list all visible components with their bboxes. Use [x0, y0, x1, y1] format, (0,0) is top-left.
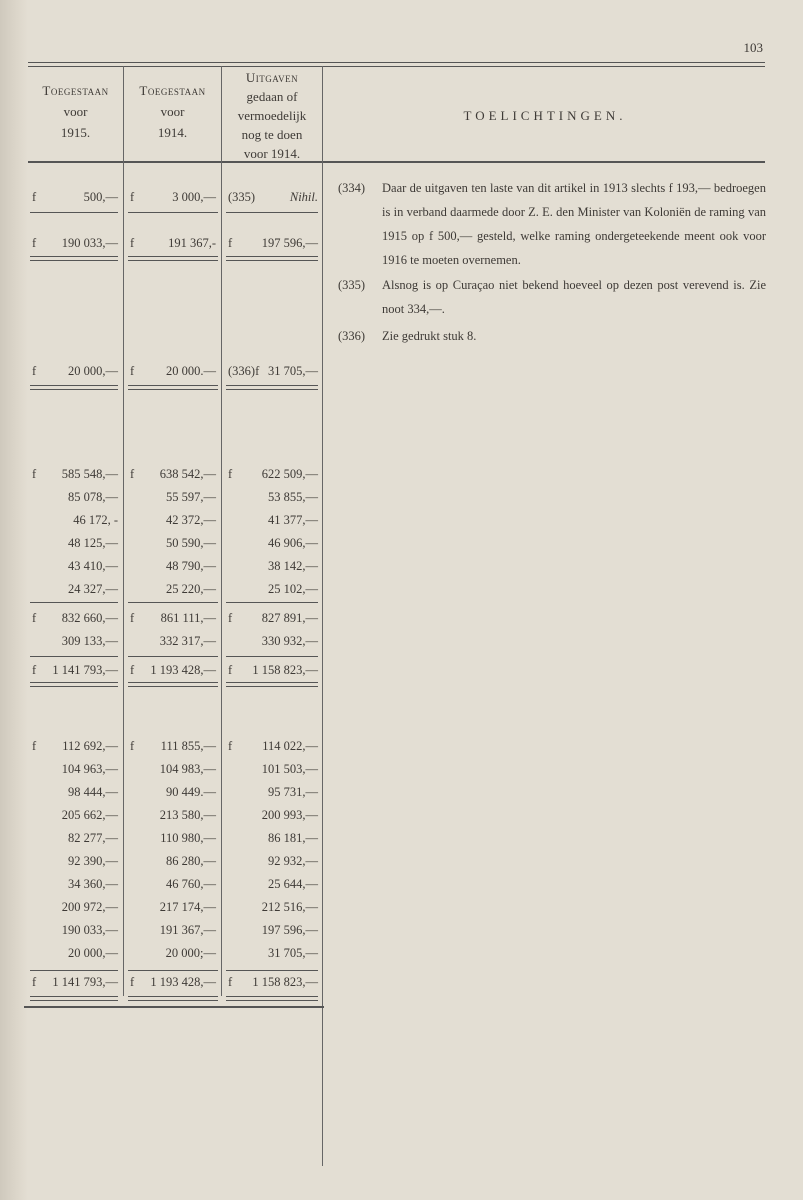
table-cell-col1 [32, 609, 118, 627]
amount-value: 1 193 428,— [150, 663, 216, 677]
amount-value: 827 891,— [261, 611, 318, 625]
header-col-3-line3: vermoedelijk [237, 108, 307, 123]
amount-value: 111 855,— [160, 739, 216, 753]
header-col-2-title: Toegestaan [139, 83, 206, 98]
currency-prefix: (336)f [228, 364, 260, 378]
amount-value: 98 444,— [68, 785, 118, 799]
table-cell-col1 [32, 362, 118, 380]
currency-prefix: f [228, 663, 233, 677]
table-cell-col3 [228, 875, 318, 893]
table-cell-col3 [228, 534, 318, 552]
amount-value: 85 078,— [68, 490, 118, 504]
table-cell-col3 [228, 898, 318, 916]
amount-value: 46 760,— [166, 877, 216, 891]
table-cell-col1 [32, 806, 118, 824]
currency-prefix: f [32, 739, 37, 753]
amount-value: 200 993,— [261, 808, 318, 822]
amount-value: 190 033,— [61, 236, 118, 250]
header-col-3-line4: nog te doen [241, 127, 303, 142]
header-col-2-voor: voor [160, 104, 185, 119]
table-cell-col1 [32, 661, 118, 679]
amount-value: 92 932,— [268, 854, 318, 868]
amount-value: 46 172, - [73, 513, 118, 527]
table-cell-col2 [130, 234, 216, 252]
row-rule [128, 602, 218, 603]
amount-value: 1 141 793,— [52, 975, 118, 989]
table-cell-col1 [32, 898, 118, 916]
currency-prefix: f [32, 364, 37, 378]
amount-value: 20 000;— [165, 946, 216, 960]
double-rule [30, 996, 118, 1001]
table-cell-col3 [228, 234, 318, 252]
row-rule [226, 212, 318, 213]
table-cell-col3 [228, 362, 318, 380]
table-cell-col2 [130, 488, 216, 506]
amount-value: 1 158 823,— [252, 975, 318, 989]
currency-prefix: f [130, 975, 135, 989]
table-cell-col1 [32, 534, 118, 552]
amount-value: 86 280,— [166, 854, 216, 868]
amount-value: 213 580,— [159, 808, 216, 822]
table-cell-col3 [228, 852, 318, 870]
table-cell-col3 [228, 806, 318, 824]
header-rule [28, 161, 765, 163]
table-cell-col2 [130, 875, 216, 893]
row-rule [226, 970, 318, 971]
amount-value: 95 731,— [268, 785, 318, 799]
currency-prefix: f [228, 975, 233, 989]
amount-value: 55 597,— [166, 490, 216, 504]
amount-value: 309 133,— [61, 634, 118, 648]
table-cell-col2 [130, 362, 216, 380]
amount-value: 114 022,— [262, 739, 318, 753]
table-cell-col2 [130, 921, 216, 939]
table-cell-col1 [32, 737, 118, 755]
amount-value: 197 596,— [261, 236, 318, 250]
amount-value: 101 503,— [261, 762, 318, 776]
amount-value: 92 390,— [68, 854, 118, 868]
currency-prefix: f [32, 663, 37, 677]
amount-value: 200 972,— [61, 900, 118, 914]
note-number: (334) [338, 181, 366, 195]
note-text: Alsnog is op Curaçao niet bekend hoeveel op dezen post verevend is. Zie noot 334,—. [382, 278, 766, 316]
row-rule [30, 602, 118, 603]
currency-prefix: f [130, 364, 135, 378]
amount-value: 1 158 823,— [252, 663, 318, 677]
double-rule [30, 682, 118, 687]
table-cell-col1 [32, 580, 118, 598]
currency-prefix: f [130, 663, 135, 677]
table-cell-col2 [130, 534, 216, 552]
amount-value: 1 141 793,— [52, 663, 118, 677]
table-cell-col2 [130, 465, 216, 483]
table-cell-col2 [130, 557, 216, 575]
header-col-2 [124, 80, 221, 143]
table-cell-col3 [228, 465, 318, 483]
page-number: 103 [743, 40, 763, 55]
amount-value: 41 377,— [268, 513, 318, 527]
table-cell-col1 [32, 852, 118, 870]
note-text: Zie gedrukt stuk 8. [382, 329, 477, 343]
table-cell-col2 [130, 852, 216, 870]
row-rule [226, 656, 318, 657]
table-cell-col1 [32, 511, 118, 529]
header-col-3-title: Uitgaven [245, 70, 299, 85]
table-cell-col2 [130, 973, 216, 991]
amount-value: 20 000.— [166, 364, 216, 378]
amount-value: 46 906,— [268, 536, 318, 550]
header-toelichtingen: TOELICHTINGEN. [463, 108, 627, 123]
table-cell-col2 [130, 580, 216, 598]
row-rule [226, 602, 318, 603]
table-cell-col1 [32, 783, 118, 801]
table-cell-col1 [32, 465, 118, 483]
amount-value: 90 449.— [166, 785, 216, 799]
amount-value: 217 174,— [159, 900, 216, 914]
header-col-1-title: Toegestaan [42, 83, 109, 98]
currency-prefix: f [228, 467, 233, 481]
double-rule [128, 682, 218, 687]
top-rule-inner [28, 66, 765, 67]
table-cell-col3 [228, 921, 318, 939]
binding-edge [0, 0, 28, 1200]
table-cell-col2 [130, 511, 216, 529]
currency-prefix: f [228, 739, 233, 753]
table-cell-col2 [130, 632, 216, 650]
row-rule [30, 656, 118, 657]
table-cell-col1 [32, 488, 118, 506]
double-rule [128, 256, 218, 261]
note-336 [338, 324, 766, 348]
table-cell-col1 [32, 921, 118, 939]
table-cell-col3 [228, 829, 318, 847]
amount-value: 38 142,— [268, 559, 318, 573]
amount-value: 20 000,— [68, 946, 118, 960]
currency-prefix: f [32, 236, 37, 250]
currency-prefix: f [130, 611, 135, 625]
currency-prefix: f [32, 975, 37, 989]
column-divider-3 [322, 66, 323, 1166]
header-col-3-line2: gedaan of [246, 89, 298, 104]
table-cell-col3 [228, 488, 318, 506]
table-cell-col1 [32, 632, 118, 650]
table-cell-col2 [130, 760, 216, 778]
amount-value: 31 705,— [268, 946, 318, 960]
amount-value: 1 193 428,— [150, 975, 216, 989]
table-cell-col2 [130, 661, 216, 679]
header-col-1-voor: voor [63, 104, 88, 119]
amount-value: 585 548,— [61, 467, 118, 481]
amount-value: 48 790,— [166, 559, 216, 573]
column-divider-1 [123, 66, 124, 996]
double-rule [128, 385, 218, 390]
amount-value: 110 980,— [160, 831, 216, 845]
amount-value: 861 111,— [160, 611, 216, 625]
double-rule [30, 256, 118, 261]
table-cell-col3 [228, 580, 318, 598]
bottom-rule [24, 1006, 324, 1008]
note-334 [338, 176, 766, 272]
amount-value: 191 367,- [168, 236, 216, 250]
amount-value: 330 932,— [261, 634, 318, 648]
table-cell-col2 [130, 898, 216, 916]
table-cell-col1 [32, 829, 118, 847]
table-cell-col2 [130, 609, 216, 627]
table-cell-col1 [32, 944, 118, 962]
currency-prefix: f [32, 611, 37, 625]
amount-value: 104 963,— [61, 762, 118, 776]
currency-prefix: (335) [228, 190, 256, 204]
amount-value: 82 277,— [68, 831, 118, 845]
table-cell-col3 [228, 609, 318, 627]
currency-prefix: f [130, 236, 135, 250]
table-cell-col1 [32, 875, 118, 893]
table-cell-col2 [130, 737, 216, 755]
amount-value: 104 983,— [159, 762, 216, 776]
double-rule [226, 996, 318, 1001]
row-rule [30, 212, 118, 213]
amount-value: 500,— [83, 190, 118, 204]
amount-value: 25 644,— [268, 877, 318, 891]
double-rule [226, 682, 318, 687]
currency-prefix: f [130, 190, 135, 204]
table-cell-col3 [228, 557, 318, 575]
table-cell-col3 [228, 944, 318, 962]
amount-value: Nihil. [289, 190, 318, 204]
top-rule [28, 62, 765, 63]
amount-value: 191 367,— [159, 923, 216, 937]
amount-value: 31 705,— [268, 364, 318, 378]
amount-value: 34 360,— [68, 877, 118, 891]
double-rule [30, 385, 118, 390]
table-cell-col3 [228, 511, 318, 529]
header-col-2-year: 1914. [157, 125, 188, 140]
currency-prefix: f [228, 611, 233, 625]
table-cell-col3 [228, 760, 318, 778]
amount-value: 332 317,— [159, 634, 216, 648]
amount-value: 53 855,— [268, 490, 318, 504]
amount-value: 212 516,— [261, 900, 318, 914]
row-rule [128, 212, 218, 213]
note-number: (336) [338, 329, 366, 343]
table-cell-col2 [130, 188, 216, 206]
amount-value: 197 596,— [261, 923, 318, 937]
header-col-1 [28, 80, 123, 143]
amount-value: 190 033,— [61, 923, 118, 937]
table-cell-col1 [32, 234, 118, 252]
note-number: (335) [338, 278, 366, 292]
amount-value: 638 542,— [159, 467, 216, 481]
amount-value: 86 181,— [268, 831, 318, 845]
table-cell-col1 [32, 188, 118, 206]
table-cell-col2 [130, 829, 216, 847]
header-col-3-line5: voor 1914. [243, 146, 301, 161]
note-335 [338, 273, 766, 321]
amount-value: 205 662,— [61, 808, 118, 822]
table-cell-col3 [228, 661, 318, 679]
amount-value: 112 692,— [62, 739, 118, 753]
amount-value: 43 410,— [68, 559, 118, 573]
table-cell-col3 [228, 783, 318, 801]
row-rule [128, 970, 218, 971]
table-cell-col3 [228, 632, 318, 650]
amount-value: 24 327,— [68, 582, 118, 596]
table-cell-col2 [130, 806, 216, 824]
note-text: Daar de uitgaven ten laste van dit artikel in 1913 slechts f 193,— bedroegen is in verband daarmede door Z. E. den Minister van Koloniën de raming van 1915 op f 500,— gesteld, welke raming ondergeteekende meent ook voor 1916 te moeten overnemen. [382, 181, 766, 267]
double-rule [226, 256, 318, 261]
double-rule [226, 385, 318, 390]
amount-value: 25 102,— [268, 582, 318, 596]
table-cell-col3 [228, 973, 318, 991]
table-cell-col1 [32, 760, 118, 778]
currency-prefix: f [130, 739, 135, 753]
amount-value: 832 660,— [61, 611, 118, 625]
amount-value: 20 000,— [68, 364, 118, 378]
amount-value: 50 590,— [166, 536, 216, 550]
table-cell-col3 [228, 737, 318, 755]
currency-prefix: f [130, 467, 135, 481]
double-rule [128, 996, 218, 1001]
table-cell-col2 [130, 944, 216, 962]
amount-value: 3 000,— [172, 190, 216, 204]
header-col-1-year: 1915. [60, 125, 91, 140]
table-cell-col2 [130, 783, 216, 801]
currency-prefix: f [32, 467, 37, 481]
table-cell-col1 [32, 973, 118, 991]
amount-value: 48 125,— [68, 536, 118, 550]
amount-value: 25 220,— [166, 582, 216, 596]
row-rule [30, 970, 118, 971]
currency-prefix: f [32, 190, 37, 204]
table-cell-col3 [228, 188, 318, 206]
amount-value: 42 372,— [166, 513, 216, 527]
table-cell-col1 [32, 557, 118, 575]
currency-prefix: f [228, 236, 233, 250]
amount-value: 622 509,— [261, 467, 318, 481]
header-col-3 [222, 68, 322, 163]
row-rule [128, 656, 218, 657]
column-divider-2 [221, 66, 222, 996]
